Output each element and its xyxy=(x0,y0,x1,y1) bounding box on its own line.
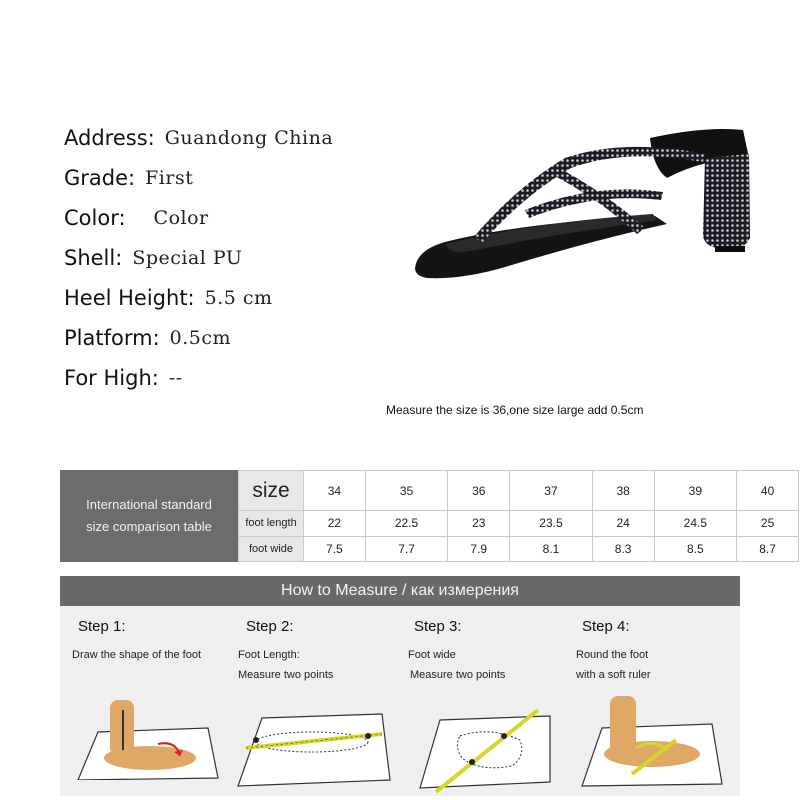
table-cell: 8.1 xyxy=(510,536,593,561)
row-header: foot length xyxy=(239,511,304,536)
step-description: Foot wide xyxy=(408,649,456,661)
step-description: Measure two points xyxy=(238,669,334,681)
size-note: Measure the size is 36,one size large add 0.5cm xyxy=(386,403,644,417)
spec-value: Color xyxy=(153,207,209,229)
step-title: Step 1: xyxy=(78,618,126,635)
spec-value: 5.5 cm xyxy=(204,287,273,309)
spec-value: -- xyxy=(168,367,183,389)
spec-label: Platform: xyxy=(64,326,160,350)
spec-address xyxy=(64,118,333,158)
spec-label: Shell: xyxy=(64,246,123,270)
spec-value: Guandong China xyxy=(164,127,334,149)
step-4 xyxy=(564,618,732,685)
row-header: foot wide xyxy=(239,536,304,561)
how-to-measure-panel xyxy=(60,576,740,796)
spec-label: Grade: xyxy=(64,166,136,190)
step-description: Foot Length: xyxy=(238,649,300,661)
table-cell: 24.5 xyxy=(654,511,737,536)
spec-shell xyxy=(64,238,333,278)
table-cell: 22.5 xyxy=(365,511,448,536)
spec-list xyxy=(64,118,333,398)
spec-grade xyxy=(64,158,333,198)
step-3 xyxy=(396,618,564,685)
sandal-illustration xyxy=(405,118,790,308)
table-row-foot-wide xyxy=(239,536,799,561)
step-title: Step 4: xyxy=(582,618,630,635)
step-2 xyxy=(228,618,396,685)
table-cell: 8.7 xyxy=(737,536,799,561)
spec-value: 0.5cm xyxy=(169,327,232,349)
step-title: Step 2: xyxy=(246,618,294,635)
spec-value: First xyxy=(145,167,194,189)
table-side-title-line: International standard xyxy=(86,497,212,512)
row-header: size xyxy=(239,471,304,511)
table-cell: 36 xyxy=(448,471,510,511)
step-1 xyxy=(60,618,228,665)
table-cell: 34 xyxy=(304,471,366,511)
spec-color xyxy=(64,198,333,238)
spec-label: Address: xyxy=(64,126,155,150)
table-cell: 8.3 xyxy=(592,536,654,561)
product-image xyxy=(405,118,790,308)
table-side-title-line: size comparison table xyxy=(86,519,212,534)
foot-width-illustration xyxy=(400,696,560,796)
table-cell: 24 xyxy=(592,511,654,536)
step-description: Draw the shape of the foot xyxy=(72,649,202,661)
table-cell: 8.5 xyxy=(654,536,737,561)
step-description: Round the foot xyxy=(576,649,649,661)
table-cell: 7.9 xyxy=(448,536,510,561)
table-cell: 39 xyxy=(654,471,737,511)
spec-value: Special PU xyxy=(132,247,243,269)
step-description: with a soft ruler xyxy=(576,669,651,681)
how-to-measure-title: How to Measure / как измерения xyxy=(60,576,740,606)
table-cell: 25 xyxy=(737,511,799,536)
spec-platform xyxy=(64,318,333,358)
step-description: Measure two points xyxy=(410,669,506,681)
table-cell: 7.7 xyxy=(365,536,448,561)
spec-label: For High: xyxy=(64,366,159,390)
spec-label: Color: xyxy=(64,206,126,230)
table-side-title xyxy=(60,470,238,562)
spec-label: Heel Height: xyxy=(64,286,195,310)
table-cell: 37 xyxy=(510,471,593,511)
table-cell: 40 xyxy=(737,471,799,511)
table-cell: 22 xyxy=(304,511,366,536)
table-row-size xyxy=(239,471,799,511)
size-comparison-table xyxy=(60,470,776,562)
spec-for-high xyxy=(64,358,333,398)
table-row-foot-length xyxy=(239,511,799,536)
table-cell: 7.5 xyxy=(304,536,366,561)
table-cell: 23.5 xyxy=(510,511,593,536)
size-grid xyxy=(238,470,799,562)
spec-heel-height xyxy=(64,278,333,318)
table-cell: 35 xyxy=(365,471,448,511)
step-title: Step 3: xyxy=(414,618,462,635)
foot-circumference-illustration xyxy=(572,688,732,788)
table-cell: 23 xyxy=(448,511,510,536)
foot-length-illustration xyxy=(232,700,392,790)
foot-outline-illustration xyxy=(68,680,228,780)
table-cell: 38 xyxy=(592,471,654,511)
